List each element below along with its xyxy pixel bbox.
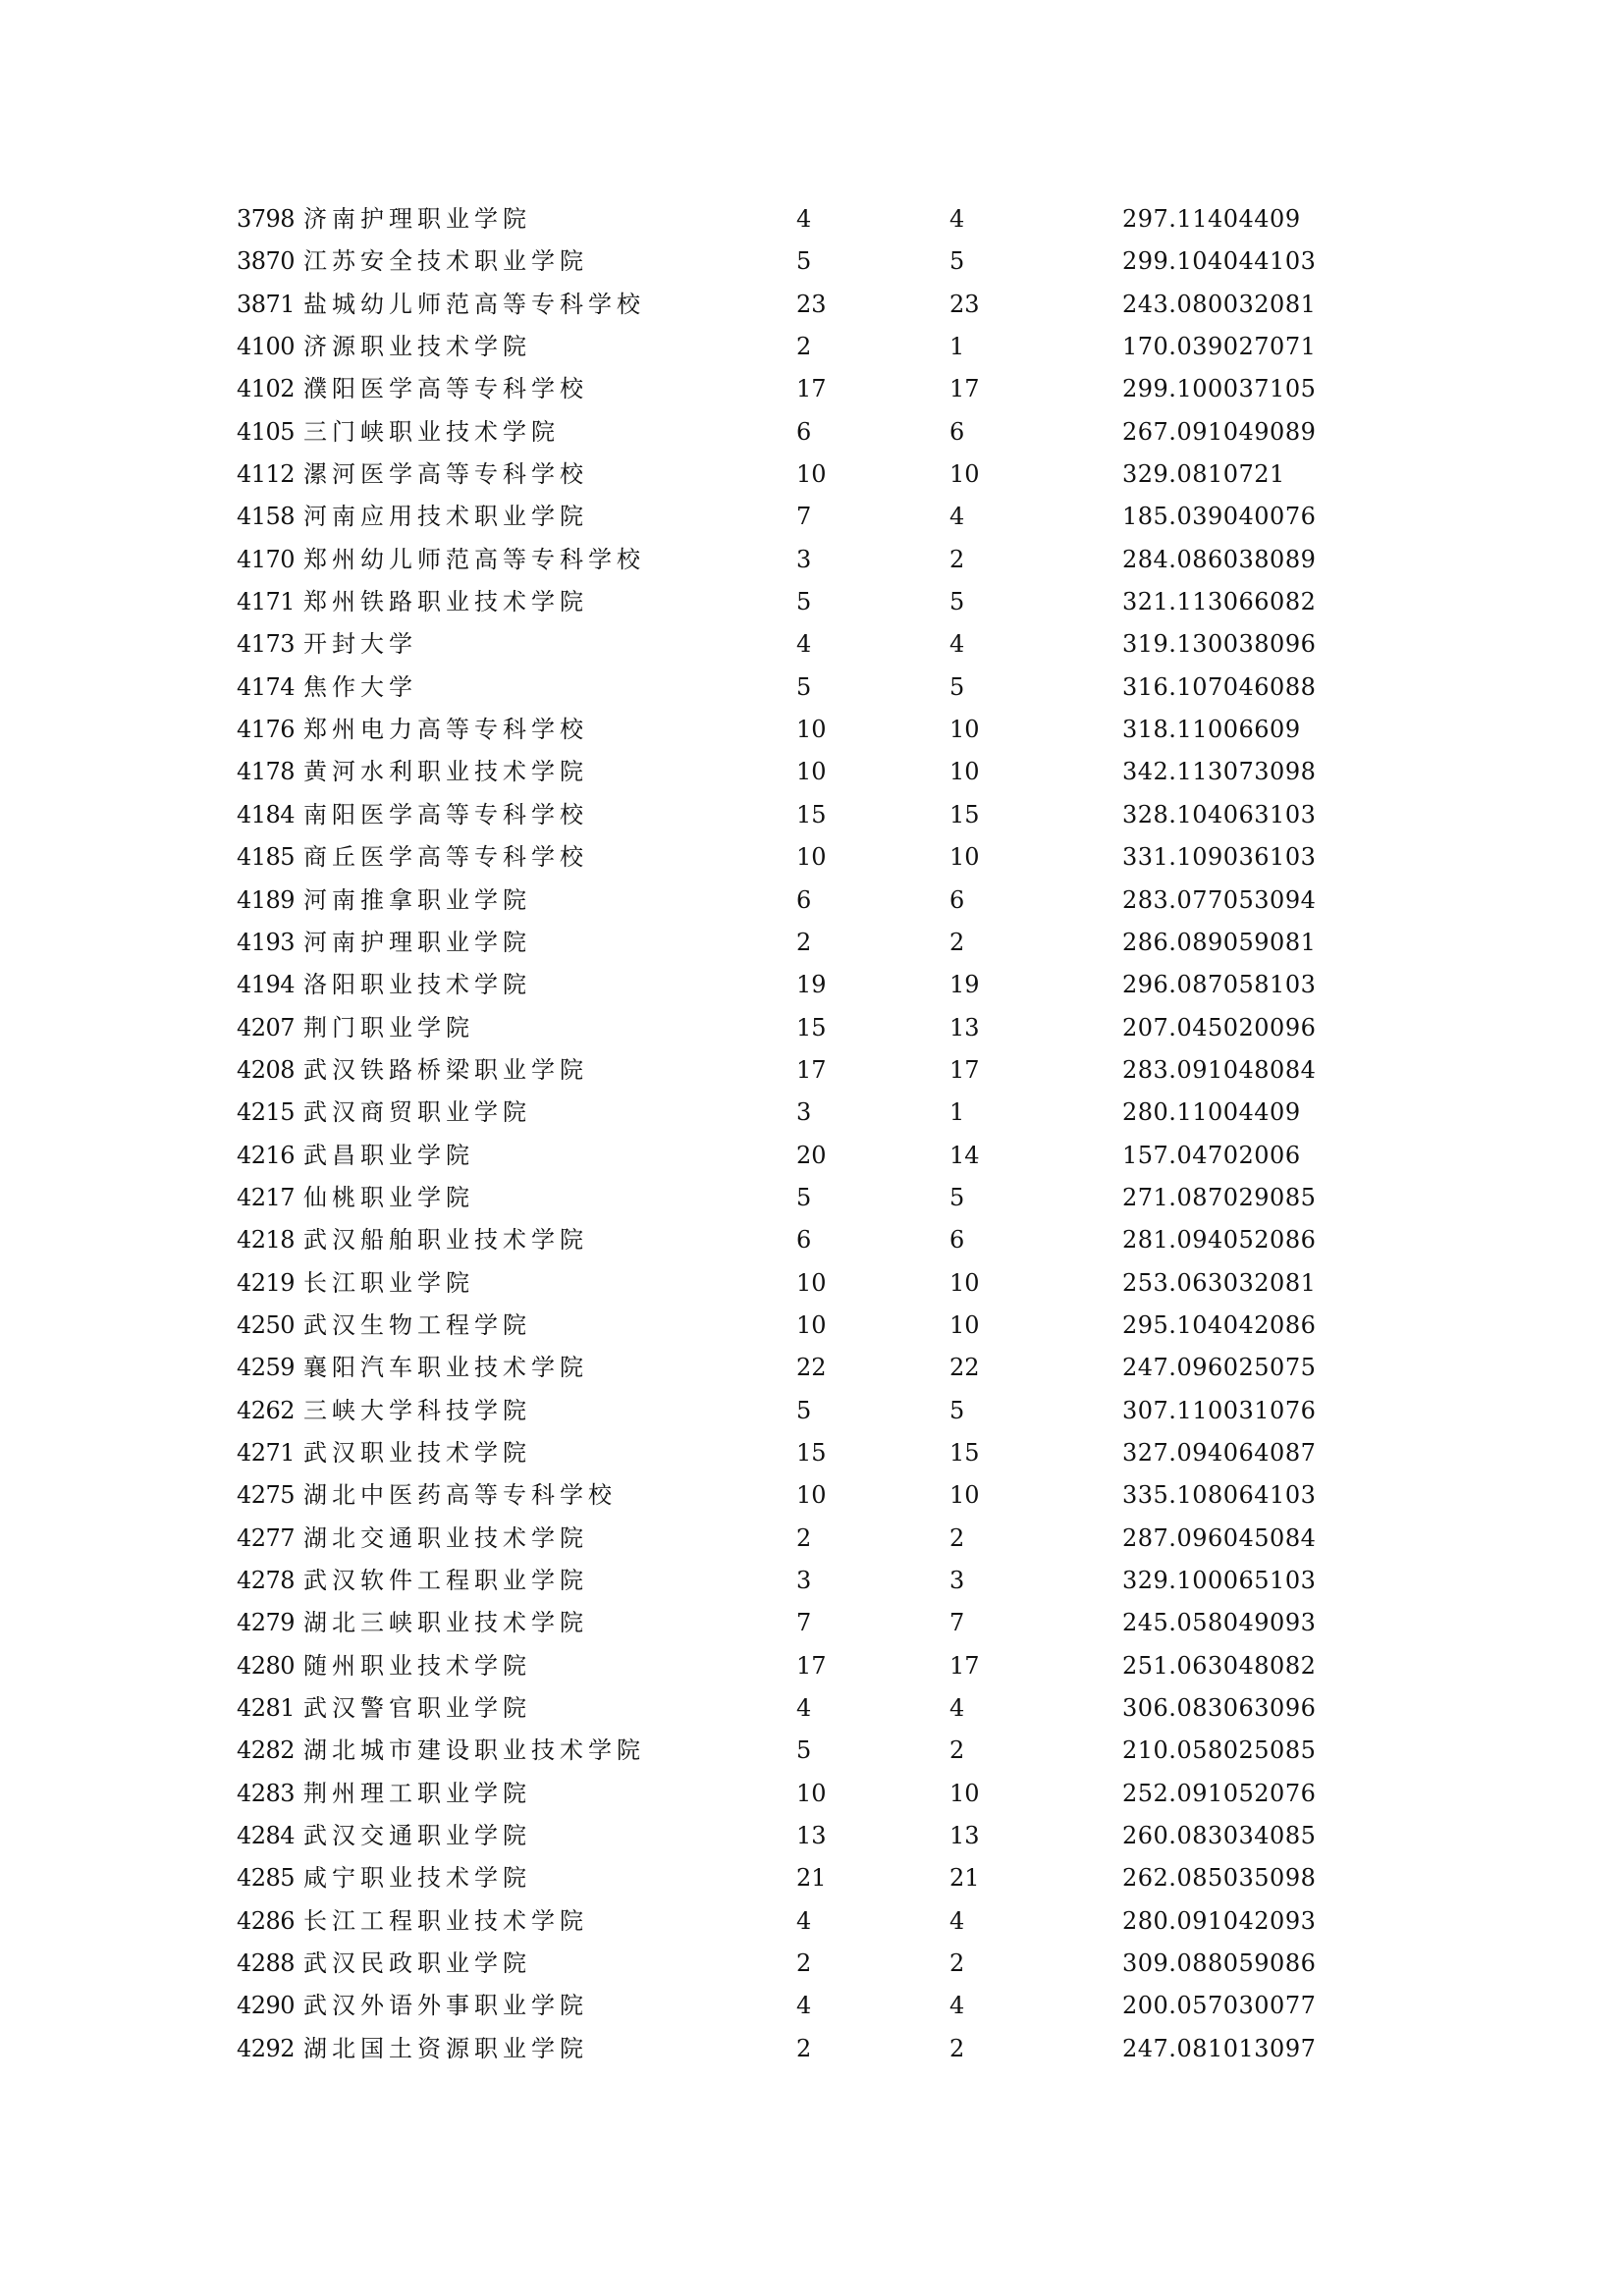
plan-count: 6: [796, 417, 812, 446]
school-code: 4262: [237, 1396, 296, 1424]
school-name: 武汉铁路桥梁职业学院: [303, 1055, 588, 1084]
school-name: 郑州电力高等专科学校: [303, 716, 588, 744]
admitted-count: 2: [949, 1523, 965, 1552]
school-name: 开封大学: [303, 630, 417, 659]
plan-count: 2: [796, 333, 812, 361]
school-name: 荆门职业学院: [303, 1013, 474, 1041]
table-row: [237, 1815, 1513, 1857]
school-code: 4100: [237, 333, 296, 361]
school-code: 4158: [237, 503, 296, 531]
school-code: 4218: [237, 1226, 296, 1255]
admitted-count: 10: [949, 1779, 980, 1807]
school-code: 4171: [237, 588, 296, 616]
min-score: 299.100037105: [1122, 375, 1317, 403]
admitted-count: 1: [949, 1098, 965, 1127]
school-code: 4271: [237, 1438, 296, 1467]
min-score: 287.096045084: [1122, 1523, 1317, 1552]
table-row: [237, 1092, 1513, 1134]
table-row: [237, 1687, 1513, 1730]
min-score: 307.110031076: [1122, 1396, 1317, 1424]
school-code: 4185: [237, 843, 296, 872]
admitted-count: 6: [949, 885, 965, 914]
school-code: 4215: [237, 1098, 296, 1127]
table-row: [237, 539, 1513, 581]
admitted-count: 10: [949, 1268, 980, 1297]
table-row: [237, 1432, 1513, 1474]
table-row: [237, 1049, 1513, 1092]
min-score: 252.091052076: [1122, 1779, 1317, 1807]
school-name: 河南护理职业学院: [303, 928, 531, 956]
min-score: 210.058025085: [1122, 1736, 1317, 1765]
plan-count: 4: [796, 630, 812, 659]
min-score: 327.094064087: [1122, 1438, 1317, 1467]
school-name: 武汉商贸职业学院: [303, 1098, 531, 1127]
table-row: [237, 1985, 1513, 2027]
table-row: [237, 1177, 1513, 1219]
school-code: 4282: [237, 1736, 296, 1765]
plan-count: 10: [796, 758, 827, 786]
school-code: 4279: [237, 1609, 296, 1637]
school-name: 武汉交通职业学院: [303, 1822, 531, 1850]
school-name: 河南应用技术职业学院: [303, 503, 588, 531]
min-score: 245.058049093: [1122, 1609, 1317, 1637]
admitted-count: 15: [949, 800, 980, 828]
school-name: 湖北国土资源职业学院: [303, 2034, 588, 2062]
min-score: 200.057030077: [1122, 1992, 1317, 2020]
school-code: 4278: [237, 1567, 296, 1594]
admitted-count: 6: [949, 1226, 965, 1255]
min-score: 157.04702006: [1122, 1141, 1301, 1169]
admitted-count: 5: [949, 1183, 965, 1211]
plan-count: 4: [796, 205, 812, 233]
school-name: 焦作大学: [303, 672, 417, 701]
plan-count: 10: [796, 1779, 827, 1807]
school-name: 商丘医学高等专科学校: [303, 843, 588, 872]
school-name: 武汉外语外事职业学院: [303, 1992, 588, 2020]
school-name: 仙桃职业学院: [303, 1183, 474, 1211]
table-row: [237, 709, 1513, 751]
plan-count: 10: [796, 460, 827, 489]
school-name: 郑州幼儿师范高等专科学校: [303, 545, 645, 573]
admitted-count: 13: [949, 1822, 980, 1850]
school-code: 4178: [237, 758, 296, 786]
school-code: 3870: [237, 247, 296, 276]
admitted-count: 22: [949, 1354, 980, 1382]
school-name: 漯河医学高等专科学校: [303, 460, 588, 489]
plan-count: 2: [796, 928, 812, 956]
table-row: [237, 1135, 1513, 1177]
table-row: [237, 1262, 1513, 1305]
school-name: 长江职业学院: [303, 1268, 474, 1297]
school-code: 4207: [237, 1013, 296, 1041]
admitted-count: 5: [949, 1396, 965, 1424]
min-score: 297.11404409: [1122, 205, 1301, 233]
plan-count: 4: [796, 1694, 812, 1723]
table-row: [237, 667, 1513, 709]
min-score: 260.083034085: [1122, 1822, 1317, 1850]
min-score: 185.039040076: [1122, 503, 1317, 531]
table-row: [237, 1602, 1513, 1644]
plan-count: 17: [796, 1055, 827, 1084]
admitted-count: 10: [949, 843, 980, 872]
school-name: 湖北三峡职业技术学院: [303, 1609, 588, 1637]
school-name: 洛阳职业技术学院: [303, 971, 531, 999]
admitted-count: 10: [949, 716, 980, 744]
plan-count: 13: [796, 1822, 827, 1850]
plan-count: 17: [796, 1651, 827, 1680]
school-code: 4284: [237, 1822, 296, 1850]
school-name: 武汉民政职业学院: [303, 1949, 531, 1978]
school-code: 4259: [237, 1354, 296, 1382]
admitted-count: 5: [949, 247, 965, 276]
min-score: 247.096025075: [1122, 1354, 1317, 1382]
min-score: 316.107046088: [1122, 672, 1317, 701]
school-code: 4283: [237, 1779, 296, 1807]
min-score: 296.087058103: [1122, 971, 1317, 999]
admitted-count: 1: [949, 333, 965, 361]
min-score: 342.113073098: [1122, 758, 1317, 786]
table-row: [237, 2028, 1513, 2070]
plan-count: 2: [796, 1949, 812, 1978]
admitted-count: 4: [949, 1992, 965, 2020]
school-code: 4194: [237, 971, 296, 999]
min-score: 283.091048084: [1122, 1055, 1317, 1084]
plan-count: 10: [796, 1268, 827, 1297]
admitted-count: 10: [949, 758, 980, 786]
school-code: 4176: [237, 716, 296, 744]
school-name: 湖北城市建设职业技术学院: [303, 1736, 645, 1765]
table-row: [237, 1730, 1513, 1772]
admitted-count: 21: [949, 1864, 980, 1893]
min-score: 309.088059086: [1122, 1949, 1317, 1978]
school-name: 黄河水利职业技术学院: [303, 758, 588, 786]
plan-count: 10: [796, 716, 827, 744]
min-score: 247.081013097: [1122, 2034, 1317, 2062]
school-code: 4286: [237, 1906, 296, 1935]
admitted-count: 14: [949, 1141, 980, 1169]
school-name: 随州职业技术学院: [303, 1651, 531, 1680]
plan-count: 4: [796, 1992, 812, 2020]
min-score: 170.039027071: [1122, 333, 1317, 361]
school-name: 河南推拿职业学院: [303, 885, 531, 914]
admitted-count: 7: [949, 1609, 965, 1637]
school-code: 4174: [237, 672, 296, 701]
school-name: 湖北交通职业技术学院: [303, 1523, 588, 1552]
plan-count: 10: [796, 1310, 827, 1339]
table-row: [237, 836, 1513, 879]
school-code: 4285: [237, 1864, 296, 1893]
school-code: 4112: [237, 460, 296, 489]
school-code: 4290: [237, 1992, 296, 2020]
plan-count: 22: [796, 1354, 827, 1382]
table-row: [237, 922, 1513, 964]
min-score: 283.077053094: [1122, 885, 1317, 914]
school-name: 武汉软件工程职业学院: [303, 1567, 588, 1594]
min-score: 207.045020096: [1122, 1013, 1317, 1041]
min-score: 328.104063103: [1122, 800, 1317, 828]
school-code: 4170: [237, 545, 296, 573]
school-name: 襄阳汽车职业技术学院: [303, 1354, 588, 1382]
plan-count: 6: [796, 885, 812, 914]
min-score: 335.108064103: [1122, 1481, 1317, 1510]
table-row: [237, 751, 1513, 793]
plan-count: 5: [796, 1183, 812, 1211]
school-name: 武昌职业学院: [303, 1141, 474, 1169]
plan-count: 19: [796, 971, 827, 999]
school-code: 4105: [237, 417, 296, 446]
table-row: [237, 1007, 1513, 1049]
admitted-count: 4: [949, 1906, 965, 1935]
table-row: [237, 581, 1513, 623]
min-score: 306.083063096: [1122, 1694, 1317, 1723]
min-score: 299.104044103: [1122, 247, 1317, 276]
admitted-count: 6: [949, 417, 965, 446]
min-score: 243.080032081: [1122, 290, 1317, 318]
min-score: 331.109036103: [1122, 843, 1317, 872]
admitted-count: 10: [949, 460, 980, 489]
school-name: 济源职业技术学院: [303, 333, 531, 361]
school-code: 4184: [237, 800, 296, 828]
table-row: [237, 496, 1513, 538]
min-score: 329.0810721: [1122, 460, 1285, 489]
school-code: 4250: [237, 1310, 296, 1339]
min-score: 281.094052086: [1122, 1226, 1317, 1255]
table-row: [237, 1560, 1513, 1602]
admitted-count: 4: [949, 630, 965, 659]
table-row: [237, 1305, 1513, 1347]
table-row: [237, 240, 1513, 283]
admitted-count: 2: [949, 2034, 965, 2062]
school-name: 江苏安全技术职业学院: [303, 247, 588, 276]
school-code: 4208: [237, 1055, 296, 1084]
school-name: 南阳医学高等专科学校: [303, 800, 588, 828]
min-score: 321.113066082: [1122, 588, 1317, 616]
plan-count: 6: [796, 1226, 812, 1255]
school-name: 济南护理职业学院: [303, 205, 531, 233]
table-row: [237, 326, 1513, 368]
plan-count: 17: [796, 375, 827, 403]
table-row: [237, 1773, 1513, 1815]
plan-count: 7: [796, 1609, 812, 1637]
admitted-count: 17: [949, 1651, 980, 1680]
plan-count: 21: [796, 1864, 827, 1893]
table-row: [237, 1219, 1513, 1261]
table-row: [237, 1474, 1513, 1517]
admitted-count: 23: [949, 290, 980, 318]
table-row: [237, 411, 1513, 454]
school-name: 盐城幼儿师范高等专科学校: [303, 290, 645, 318]
table-row: [237, 880, 1513, 922]
admitted-count: 4: [949, 1694, 965, 1723]
admitted-count: 10: [949, 1310, 980, 1339]
admitted-count: 5: [949, 672, 965, 701]
min-score: 319.130038096: [1122, 630, 1317, 659]
plan-count: 7: [796, 503, 812, 531]
school-code: 4219: [237, 1268, 296, 1297]
school-name: 三峡大学科技学院: [303, 1396, 531, 1424]
plan-count: 5: [796, 588, 812, 616]
school-name: 武汉职业技术学院: [303, 1438, 531, 1467]
plan-count: 2: [796, 1523, 812, 1552]
plan-count: 5: [796, 247, 812, 276]
min-score: 262.085035098: [1122, 1864, 1317, 1893]
min-score: 295.104042086: [1122, 1310, 1317, 1339]
admitted-count: 3: [949, 1567, 965, 1594]
table-row: [237, 454, 1513, 496]
plan-count: 5: [796, 1396, 812, 1424]
table-row: [237, 1347, 1513, 1389]
admitted-count: 2: [949, 1736, 965, 1765]
table-row: [237, 623, 1513, 666]
school-name: 长江工程职业技术学院: [303, 1906, 588, 1935]
min-score: 280.11004409: [1122, 1098, 1301, 1127]
school-name: 武汉警官职业学院: [303, 1694, 531, 1723]
table-row: [237, 1943, 1513, 1985]
school-name: 咸宁职业技术学院: [303, 1864, 531, 1893]
min-score: 271.087029085: [1122, 1183, 1317, 1211]
table-row: [237, 794, 1513, 836]
table-row: [237, 1645, 1513, 1687]
school-name: 武汉船舶职业技术学院: [303, 1226, 588, 1255]
school-code: 4292: [237, 2034, 296, 2062]
table-row: [237, 964, 1513, 1006]
admitted-count: 2: [949, 928, 965, 956]
school-code: 4280: [237, 1651, 296, 1680]
admitted-count: 17: [949, 1055, 980, 1084]
plan-count: 23: [796, 290, 827, 318]
school-code: 4288: [237, 1949, 296, 1978]
admitted-count: 2: [949, 545, 965, 573]
school-name: 荆州理工职业学院: [303, 1779, 531, 1807]
min-score: 251.063048082: [1122, 1651, 1317, 1680]
min-score: 280.091042093: [1122, 1906, 1317, 1935]
school-name: 郑州铁路职业技术学院: [303, 588, 588, 616]
table-row: [237, 284, 1513, 326]
plan-count: 5: [796, 1736, 812, 1765]
table-row: [237, 368, 1513, 410]
plan-count: 10: [796, 843, 827, 872]
admitted-count: 13: [949, 1013, 980, 1041]
school-name: 湖北中医药高等专科学校: [303, 1481, 617, 1510]
school-code: 4193: [237, 928, 296, 956]
min-score: 286.089059081: [1122, 928, 1317, 956]
plan-count: 3: [796, 1567, 812, 1594]
plan-count: 3: [796, 1098, 812, 1127]
school-code: 4217: [237, 1183, 296, 1211]
table-row: [237, 1900, 1513, 1943]
plan-count: 2: [796, 2034, 812, 2062]
admitted-count: 5: [949, 588, 965, 616]
school-code: 4275: [237, 1481, 296, 1510]
school-code: 4173: [237, 630, 296, 659]
table-row: [237, 1518, 1513, 1560]
table-row: [237, 1857, 1513, 1899]
school-name: 武汉生物工程学院: [303, 1310, 531, 1339]
min-score: 318.11006609: [1122, 716, 1301, 744]
plan-count: 20: [796, 1141, 827, 1169]
min-score: 284.086038089: [1122, 545, 1317, 573]
table-row: [237, 198, 1513, 240]
plan-count: 15: [796, 1438, 827, 1467]
admission-table: [237, 198, 1513, 2070]
min-score: 253.063032081: [1122, 1268, 1317, 1297]
min-score: 329.100065103: [1122, 1567, 1317, 1594]
admitted-count: 19: [949, 971, 980, 999]
admitted-count: 17: [949, 375, 980, 403]
school-code: 4281: [237, 1694, 296, 1723]
school-code: 4216: [237, 1141, 296, 1169]
plan-count: 10: [796, 1481, 827, 1510]
admitted-count: 10: [949, 1481, 980, 1510]
school-code: 3871: [237, 290, 296, 318]
school-name: 濮阳医学高等专科学校: [303, 375, 588, 403]
admitted-count: 2: [949, 1949, 965, 1978]
school-code: 4189: [237, 885, 296, 914]
plan-count: 15: [796, 1013, 827, 1041]
school-code: 4102: [237, 375, 296, 403]
plan-count: 15: [796, 800, 827, 828]
plan-count: 3: [796, 545, 812, 573]
admitted-count: 4: [949, 205, 965, 233]
school-code: 3798: [237, 205, 296, 233]
plan-count: 5: [796, 672, 812, 701]
admitted-count: 4: [949, 503, 965, 531]
min-score: 267.091049089: [1122, 417, 1317, 446]
table-row: [237, 1390, 1513, 1432]
school-code: 4277: [237, 1523, 296, 1552]
school-name: 三门峡职业技术学院: [303, 417, 560, 446]
admitted-count: 15: [949, 1438, 980, 1467]
plan-count: 4: [796, 1906, 812, 1935]
